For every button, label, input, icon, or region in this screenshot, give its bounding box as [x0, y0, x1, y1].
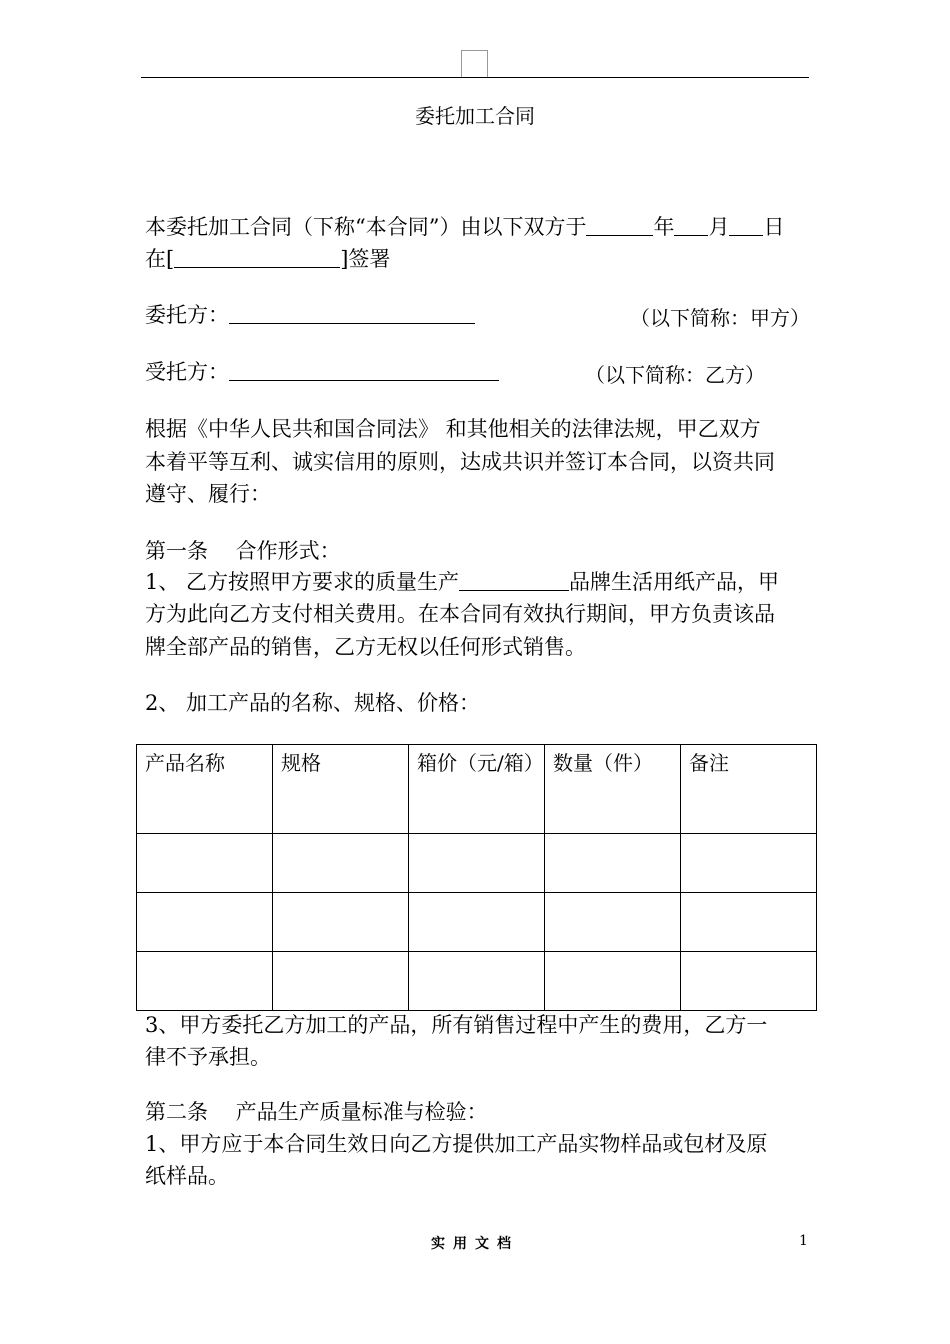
footer-text: 实用文档 [431, 1236, 519, 1252]
article2-item1-line1: 1、甲方应于本合同生效日向乙方提供加工产品实物样品或包材及原 [145, 1132, 768, 1156]
header-box [461, 50, 488, 77]
table-cell[interactable] [137, 893, 273, 952]
client-alias: （以下简称：甲方） [630, 306, 810, 330]
article1-item3-line1: 3、甲方委托乙方加工的产品，所有销售过程中产生的费用，乙方一 [145, 1013, 768, 1037]
table-cell[interactable] [409, 893, 545, 952]
article1-item1-line1: 1、 乙方按照甲方要求的质量生产 品牌生活用纸产品，甲 [145, 570, 780, 594]
contractor-line: 受托方： [145, 356, 499, 388]
article1-item1-line3: 牌全部产品的销售，乙方无权以任何形式销售。 [145, 635, 586, 659]
contractor-name-blank[interactable] [229, 358, 499, 381]
table-cell[interactable] [409, 952, 545, 1011]
table-header-cell: 箱价（元/箱） [409, 745, 545, 834]
table-header-cell: 规格 [273, 745, 409, 834]
preamble-line-1: 根据《中华人民共和国合同法》 和其他相关的法律法规，甲乙双方 [145, 417, 761, 441]
article1-item1-line2: 方为此向乙方支付相关费用。在本合同有效执行期间，甲方负责该品 [145, 602, 775, 626]
document-title: 委托加工合同 [415, 104, 535, 128]
intro-line-2: 在[ ]签署 [145, 247, 391, 271]
client-name-blank[interactable] [229, 301, 475, 324]
client-line: 委托方： [145, 299, 475, 331]
table-cell[interactable] [273, 834, 409, 893]
table-cell[interactable] [137, 952, 273, 1011]
table-cell[interactable] [273, 893, 409, 952]
article2-item1-line2: 纸样品。 [145, 1164, 229, 1188]
page-number: 1 [799, 1233, 808, 1249]
table-cell[interactable] [545, 952, 681, 1011]
table-header-cell: 数量（件） [545, 745, 681, 834]
table-row [137, 834, 817, 893]
contractor-alias: （以下简称：乙方） [585, 363, 765, 387]
header-rule [141, 77, 809, 78]
intro-line-1: 本委托加工合同（下称“本合同”）由以下双方于 年 月 日 [145, 215, 785, 239]
table-cell[interactable] [681, 834, 817, 893]
preamble-line-3: 遵守、履行： [145, 482, 271, 506]
table-cell[interactable] [545, 834, 681, 893]
table-cell[interactable] [681, 952, 817, 1011]
table-cell[interactable] [137, 834, 273, 893]
article1-item3-line2: 律不予承担。 [145, 1045, 271, 1069]
table-header-cell: 备注 [681, 745, 817, 834]
table-header-cell: 产品名称 [137, 745, 273, 834]
table-header-row [137, 745, 817, 834]
article1-heading: 第一条 合作形式： [145, 539, 341, 563]
table-cell[interactable] [409, 834, 545, 893]
article1-item2: 2、 加工产品的名称、规格、价格： [145, 691, 481, 715]
date-day-blank[interactable] [729, 213, 763, 236]
signing-place-blank[interactable] [174, 245, 340, 268]
date-month-blank[interactable] [674, 213, 708, 236]
preamble-line-2: 本着平等互利、诚实信用的原则，达成共识并签订本合同，以资共同 [145, 450, 775, 474]
product-table [136, 744, 817, 1011]
brand-name-blank[interactable] [459, 568, 569, 591]
table-row [137, 893, 817, 952]
date-year-blank[interactable] [586, 213, 653, 236]
table-row [137, 952, 817, 1011]
table-cell[interactable] [681, 893, 817, 952]
table-cell[interactable] [273, 952, 409, 1011]
table-cell[interactable] [545, 893, 681, 952]
article2-heading: 第二条 产品生产质量标准与检验： [145, 1100, 488, 1124]
